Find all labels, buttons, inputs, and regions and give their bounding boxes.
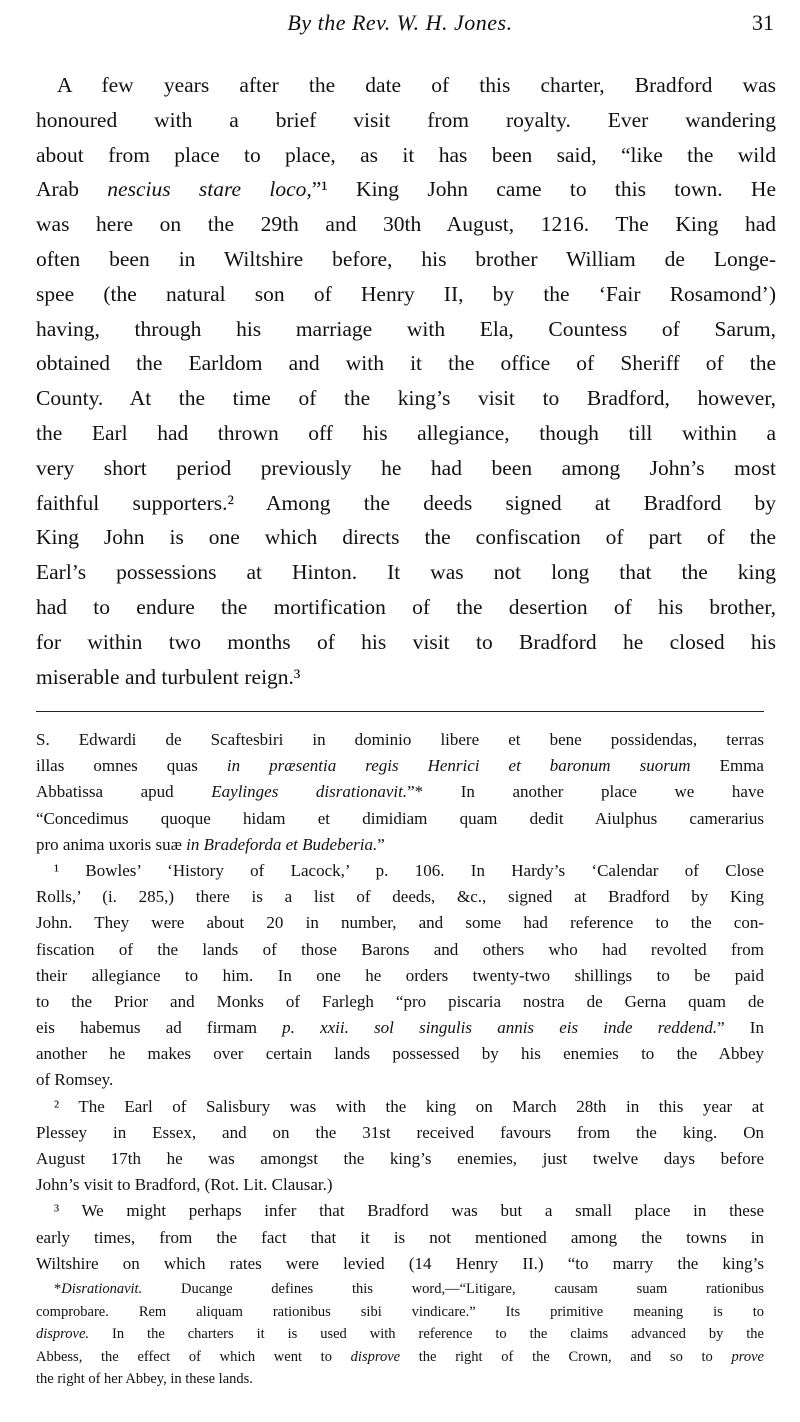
- italic-text: disprove.: [36, 1326, 90, 1342]
- text-line: [36, 727, 764, 753]
- italic-text: prove: [731, 1348, 764, 1365]
- text-line: [36, 910, 764, 936]
- text-segment: Ducange defines this word,—“Litigare, causam suam rationibus: [142, 1281, 764, 1297]
- italic-text: in Bradeforda et Budeberia.: [186, 834, 378, 854]
- text-line: [36, 1225, 764, 1251]
- text-segment: Arab: [36, 177, 108, 202]
- text-segment: to the Prior and Monks of Farlegh “pro piscaria nostra de Gerna quam de: [36, 991, 764, 1011]
- text-segment: ³ We might perhaps infer that Bradford was but a small place in these: [54, 1201, 764, 1221]
- text-segment: August 17th he was amongst the king’s enemies, just twelve days before: [36, 1149, 764, 1168]
- text-line: [36, 1198, 764, 1224]
- text-segment: ² The Earl of Salisbury was with the king on March 28th in this year at: [54, 1096, 764, 1116]
- text-line: [36, 1041, 764, 1067]
- text-segment: obtained the Earldom and with it the office of Sheriff of the: [36, 351, 776, 376]
- text-line: [36, 416, 776, 451]
- text-segment: early times, from the fact that it is not mentioned among the towns in: [36, 1227, 764, 1247]
- text-segment: about from place to place, as it has been said, “like the wild: [36, 142, 776, 167]
- text-segment: Abbess, the effect of which went to: [36, 1348, 351, 1365]
- text-line: [36, 277, 776, 312]
- text-line: [36, 103, 776, 138]
- text-line: [36, 1015, 764, 1041]
- text-segment: S. Edwardi de Scaftesbiri in dominio libere et bene possidendas, terras: [36, 730, 764, 749]
- text-segment: another he makes over certain lands possessed by his enemies to the Abbey: [36, 1044, 764, 1064]
- text-line: [36, 625, 776, 660]
- text-segment: *: [54, 1281, 62, 1297]
- text-segment: had to endure the mortification of the desertion of his brother,: [36, 594, 776, 619]
- text-line: [36, 1346, 764, 1369]
- text-line: [36, 963, 764, 989]
- text-line: [36, 937, 764, 963]
- text-segment: John. They were about 20 in number, and some had reference to the con-: [36, 913, 764, 933]
- text-line: [36, 806, 764, 832]
- text-segment: pro anima uxoris suæ: [36, 834, 187, 854]
- text-line: [36, 68, 776, 103]
- text-segment: fiscation of the lands of those Barons and others who had revolted from: [36, 939, 764, 959]
- footnotes: [36, 727, 764, 1277]
- text-segment: comprobare. Rem aliquam rationibus sibi vindicare.” Its primitive meaning is to: [36, 1303, 764, 1320]
- text-segment: Plessey in Essex, and on the 31st received favours from the king. On: [36, 1122, 764, 1142]
- text-segment: miserable and turbulent reign.³: [36, 664, 301, 689]
- text-segment: ¹ Bowles’ ‘History of Lacock,’ p. 106. In Hardy’s ‘Calendar of Close: [54, 860, 764, 880]
- text-segment: ”¹ King John came to this town. He: [311, 177, 776, 202]
- text-line: [36, 1368, 764, 1391]
- text-segment: A few years after the date of this charter, Bradford was: [57, 73, 776, 97]
- text-line: [36, 989, 764, 1015]
- text-line: [36, 520, 776, 555]
- text-segment: of Romsey.: [36, 1070, 114, 1090]
- text-segment: ”* In another place we have: [407, 782, 764, 802]
- text-segment: the Earl had thrown off his allegiance, though till within a: [36, 420, 776, 445]
- text-segment: County. At the time of the king’s visit to Bradford, however,: [36, 386, 776, 411]
- text-line: [36, 1323, 764, 1346]
- text-line: [36, 346, 776, 381]
- text-line: [36, 1120, 764, 1146]
- text-segment: the right of the Crown, and so to: [400, 1348, 732, 1365]
- text-line: [36, 1278, 764, 1301]
- text-segment: King John is one which directs the confiscation of part of the: [36, 525, 776, 550]
- text-line: [36, 753, 764, 779]
- text-line: [36, 172, 776, 207]
- text-line: [36, 1146, 764, 1172]
- text-line: [36, 590, 776, 625]
- text-line: [36, 381, 776, 416]
- text-segment: eis habemus ad firmam: [36, 1018, 283, 1038]
- text-segment: the right of her Abbey, in these lands.: [36, 1371, 253, 1387]
- text-line: [36, 884, 764, 910]
- running-title: By the Rev. W. H. Jones.: [287, 10, 513, 35]
- text-line: [36, 486, 776, 521]
- text-line: [36, 207, 776, 242]
- text-segment: often been in Wiltshire before, his brother William de Longe-: [36, 246, 776, 271]
- text-line: [36, 242, 776, 277]
- text-line: [36, 660, 776, 695]
- text-segment: for within two months of his visit to Bradford he closed his: [36, 629, 776, 654]
- italic-text: Eaylinges disrationavit.: [211, 782, 408, 802]
- text-line: [36, 858, 764, 884]
- italic-text: disprove: [350, 1348, 401, 1365]
- text-line: [36, 451, 776, 486]
- text-segment: Earl’s possessions at Hinton. It was not long that the king: [36, 560, 776, 585]
- asterisk-note: [36, 1278, 764, 1391]
- text-line: [36, 832, 764, 858]
- text-segment: Rolls,’ (i. 285,) there is a list of deeds, &c., signed at Bradford by King: [36, 887, 764, 907]
- text-segment: “Concedimus quoque hidam et dimidiam quam dedit Aiulphus camerarius: [36, 808, 764, 828]
- text-line: [36, 312, 776, 347]
- text-segment: spee (the natural son of Henry II, by the ‘Fair Rosamond’): [36, 281, 776, 306]
- text-segment: their allegiance to him. In one he orders twenty-two shillings to be paid: [36, 965, 764, 985]
- text-segment: faithful supporters.² Among the deeds signed at Bradford by: [36, 490, 776, 515]
- footnote-divider: [36, 711, 764, 712]
- text-segment: illas omnes quas: [36, 756, 227, 776]
- text-line: [36, 138, 776, 173]
- text-segment: Emma: [690, 756, 764, 776]
- italic-text: p. xxii. sol singulis annis eis inde reddend.: [282, 1018, 718, 1038]
- text-segment: In the charters it is used with reference to the claims advanced by the: [89, 1326, 764, 1342]
- text-segment: Wiltshire on which rates were levied (14 Henry II.) “to marry the king’s: [36, 1253, 764, 1273]
- text-segment: John’s visit to Bradford, (Rot. Lit. Clausar.): [36, 1175, 333, 1195]
- italic-text: nescius stare loco,: [107, 177, 312, 202]
- text-segment: was here on the 29th and 30th August, 1216. The King had: [36, 212, 776, 237]
- body-text: [36, 68, 776, 694]
- text-line: [36, 1172, 764, 1198]
- text-line: [36, 1067, 764, 1093]
- text-segment: ”: [377, 834, 385, 854]
- text-line: [36, 1301, 764, 1324]
- italic-text: Disrationavit.: [61, 1281, 143, 1297]
- text-line: [36, 779, 764, 805]
- text-segment: very short period previously he had been among John’s most: [36, 455, 776, 480]
- text-line: [36, 1251, 764, 1277]
- text-segment: honoured with a brief visit from royalty. Ever wandering: [36, 107, 776, 132]
- page-number: 31: [752, 10, 774, 35]
- text-line: [36, 555, 776, 590]
- text-line: [36, 1094, 764, 1120]
- text-segment: having, through his marriage with Ela, Countess of Sarum,: [36, 316, 776, 341]
- italic-text: in præsentia regis Henrici et baronum suorum: [226, 756, 691, 776]
- text-segment: Abbatissa apud: [36, 782, 212, 802]
- text-segment: ” In: [717, 1018, 764, 1038]
